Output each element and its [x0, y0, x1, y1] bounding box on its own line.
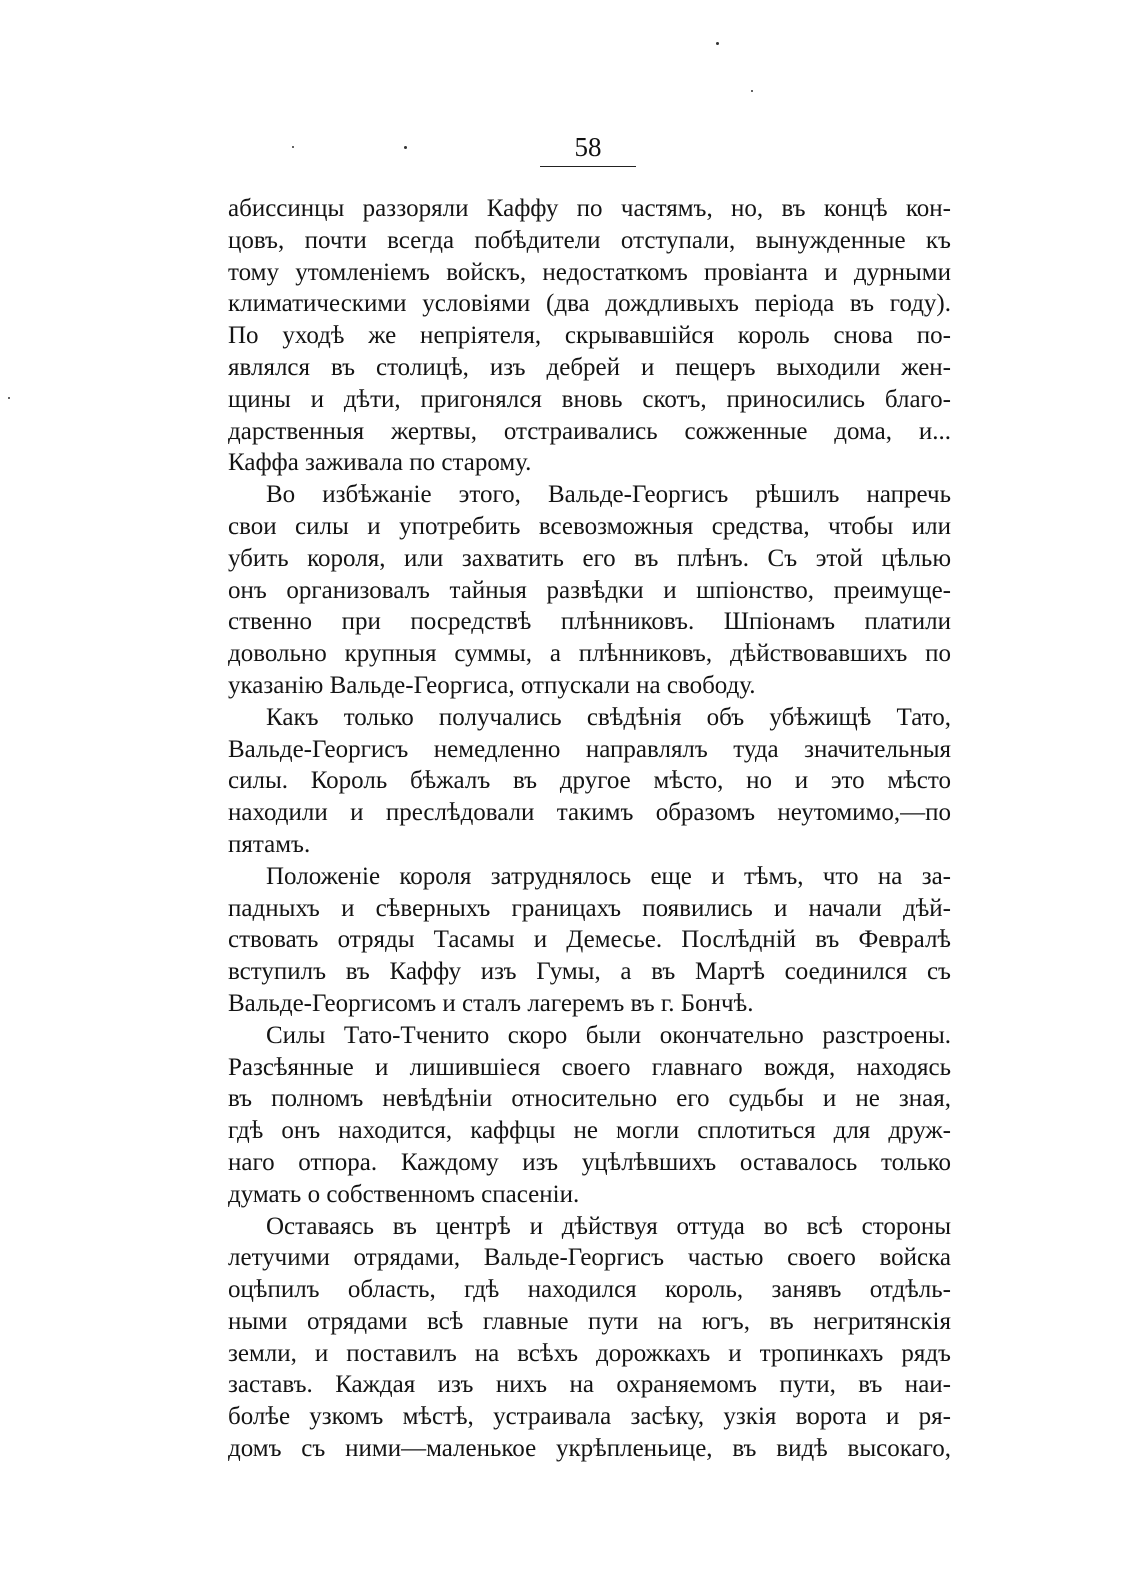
text-line: дарственныя жертвы, отстраивались сожженные дома, и... — [228, 417, 951, 445]
print-speck — [716, 42, 719, 45]
text-line: климатическими условіями (два дождливыхъ періода въ году). — [228, 290, 951, 318]
text-line: думать о собственномъ спасеніи. — [228, 1180, 580, 1208]
text-line: довольно крупныя суммы, а плѣнниковъ, дѣйствовавшихъ по — [228, 640, 951, 668]
text-line: наго отпора. Каждому изъ уцѣлѣвшихъ оставалось только — [228, 1148, 951, 1176]
print-speck — [751, 90, 753, 92]
text-line: въ полномъ невѣдѣніи относительно его судьбы и не зная, — [228, 1085, 951, 1113]
text-line: Разсѣянные и лишившіеся своего главнаго вождя, находясь — [228, 1053, 951, 1081]
text-line: Оставаясь въ центрѣ и дѣйствуя оттуда во всѣ стороны — [266, 1212, 951, 1240]
text-line: указанію Вальде-Георгиса, отпускали на свободу. — [228, 671, 756, 699]
text-line: вступилъ въ Каффу изъ Гумы, а въ Мартѣ соединился съ — [228, 958, 951, 986]
paragraph — [228, 1211, 951, 1465]
text-line: являлся въ столицѣ, изъ дебрей и пещеръ выходили жен- — [228, 353, 951, 381]
paragraph — [228, 861, 951, 1020]
text-line: Во избѣжаніе этого, Вальде-Георгисъ рѣшилъ напречь — [266, 481, 951, 509]
print-speck — [292, 146, 294, 148]
text-line: Какъ только получались свѣдѣнія объ убѣжищѣ Тато, — [266, 703, 951, 731]
text-line: падныхъ и сѣверныхъ границахъ появились и начали дѣй- — [228, 894, 951, 922]
text-line: пятамъ. — [228, 830, 311, 858]
text-line: ствовать отряды Тасамы и Демесье. Послѣдній въ Февралѣ — [228, 926, 951, 954]
text-line: Вальде-Георгисомъ и сталъ лагеремъ въ г. Бончѣ. — [228, 989, 754, 1017]
text-line: Каффа заживала по старому. — [228, 449, 532, 477]
paragraph — [228, 479, 951, 702]
text-line: земли, и поставилъ на всѣхъ дорожкахъ и тропинкахъ рядъ — [228, 1339, 951, 1367]
text-line: оцѣпилъ область, гдѣ находился король, занявъ отдѣль- — [228, 1276, 951, 1304]
paragraph — [228, 702, 951, 861]
text-line: Вальде-Георгисъ немедленно направлялъ туда значительныя — [228, 735, 951, 763]
text-line: Силы Тато-Тченито скоро были окончательно разстроены. — [266, 1021, 951, 1049]
paragraph — [228, 193, 951, 479]
text-line: щины и дѣти, пригонялся вновь скотъ, приносились благо- — [228, 385, 951, 413]
text-line: онъ организовалъ тайныя развѣдки и шпіонство, преимуще- — [228, 576, 951, 604]
text-line: убить короля, или захватить его въ плѣнъ. Съ этой цѣлью — [228, 544, 951, 572]
text-line: болѣе узкомъ мѣстѣ, устраивала засѣку, узкія ворота и ря- — [228, 1403, 951, 1431]
text-line: летучими отрядами, Вальде-Георгисъ частью своего войска — [228, 1244, 951, 1272]
print-speck — [8, 397, 10, 399]
text-line: цовъ, почти всегда побѣдители отступали, вынужденные къ — [228, 226, 951, 254]
text-line: ными отрядами всѣ главные пути на югъ, въ негритянскія — [228, 1307, 951, 1335]
text-line: гдѣ онъ находится, каффцы не могли сплотиться для друж- — [228, 1117, 951, 1145]
text-line: Положеніе короля затруднялось еще и тѣмъ, что на за- — [266, 862, 951, 890]
page-number: 58 — [540, 132, 636, 167]
text-line: находили и преслѣдовали такимъ образомъ неутомимо,—по — [228, 799, 951, 827]
paragraph — [228, 1020, 951, 1211]
text-line: По уходѣ же непріятеля, скрывавшійся король снова по- — [228, 322, 951, 350]
text-line: абиссинцы раззоряли Каффу по частямъ, но, въ концѣ кон- — [228, 195, 951, 222]
text-line: свои силы и употребить всевозможныя средства, чтобы или — [228, 512, 951, 540]
text-line: силы. Король бѣжалъ въ другое мѣсто, но и это мѣсто — [228, 767, 951, 795]
text-line: ственно при посредствѣ плѣнниковъ. Шпіонамъ платили — [228, 608, 951, 636]
body-text — [228, 193, 951, 1465]
text-line: заставъ. Каждая изъ нихъ на охраняемомъ пути, въ наи- — [228, 1371, 951, 1399]
text-line: тому утомленіемъ войскъ, недостаткомъ провіанта и дурными — [228, 258, 951, 286]
text-line: домъ съ ними—маленькое укрѣпленьице, въ видѣ высокаго, — [228, 1435, 951, 1463]
print-speck — [404, 146, 407, 149]
